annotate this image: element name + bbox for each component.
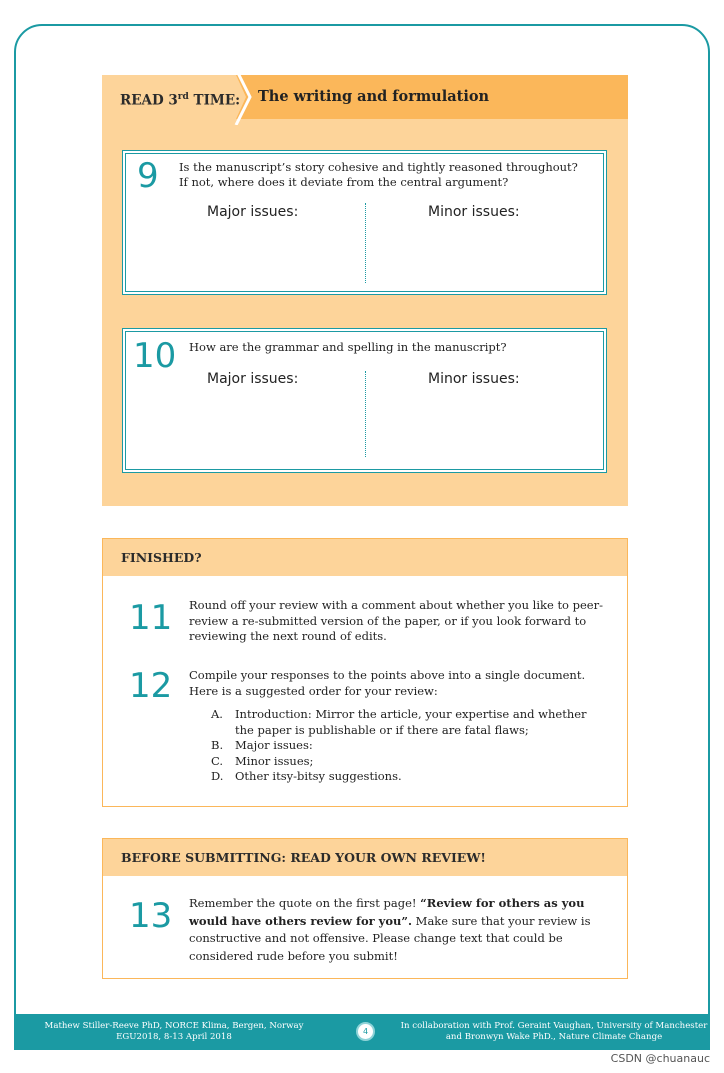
list-item: B. Major issues:: [211, 738, 313, 752]
column-divider: [365, 203, 366, 283]
question-number: 10: [133, 336, 177, 376]
item-number: 12: [129, 666, 173, 706]
section-header: [103, 539, 627, 576]
section-header: [102, 75, 628, 119]
question-text: Is the manuscript’s story cohesive and tightly reasoned throughout? If not, where does it deviate from the central argument?: [179, 160, 578, 189]
footer-bar: [14, 1014, 710, 1050]
list-item: D. Other itsy-bitsy suggestions.: [211, 769, 402, 783]
list-item: C. Minor issues;: [211, 753, 314, 768]
minor-issues-label: Minor issues:: [428, 371, 520, 387]
section-title: FINISHED?: [121, 550, 202, 565]
finished-section: [102, 538, 628, 807]
question-text: How are the grammar and spelling in the manuscript?: [189, 340, 507, 354]
item-text: Compile your responses to the points above into a single document. Here is a suggested order for your review:: [189, 668, 586, 698]
major-issues-label: Major issues:: [207, 371, 299, 387]
item-number: 11: [129, 598, 173, 638]
item-number: 13: [129, 896, 173, 936]
question-box-10: [122, 328, 607, 473]
question-number: 9: [137, 156, 159, 196]
footer-collaboration: In collaboration with Prof. Geraint Vaughan, University of Manchester and Bronwyn Wake PhD., Nature Climate Change: [400, 1021, 708, 1042]
question-box-9: [122, 150, 607, 295]
item-text: Round off your review with a comment about whether you like to peer-review a re-submitted version of the paper, or if you look forward to reviewing the next round of edits.: [189, 598, 603, 643]
review-quote: “Review for others as you would have others review for you”.: [189, 896, 585, 928]
footer-author: Mathew Stiller-Reeve PhD, NORCE Klima, Bergen, Norway EGU2018, 8-13 April 2018: [44, 1021, 304, 1042]
read-third-time-section: [102, 75, 628, 506]
before-submitting-section: [102, 838, 628, 979]
suggested-order-list: [211, 707, 596, 785]
list-item: A. Introduction: Mirror the article, your expertise and whether the paper is publishable or if there are fatal flaws;: [211, 707, 587, 737]
column-divider: [365, 371, 366, 457]
section-title: The writing and formulation: [258, 88, 490, 105]
section-title: BEFORE SUBMITTING: READ YOUR OWN REVIEW!: [121, 850, 486, 865]
page-number-badge: 4: [356, 1022, 375, 1041]
minor-issues-label: Minor issues:: [428, 204, 520, 220]
read-label: READ 3rd TIME:: [120, 92, 241, 109]
watermark: CSDN @chuanauc: [610, 1052, 710, 1065]
major-issues-label: Major issues:: [207, 204, 299, 220]
item-text: Remember the quote on the first page! “Review for others as you would have others review for you”. Make sure that your review is constructive and not offensive. Please change text that could be considered rude before you submit!: [189, 896, 591, 963]
section-header: [103, 839, 627, 876]
